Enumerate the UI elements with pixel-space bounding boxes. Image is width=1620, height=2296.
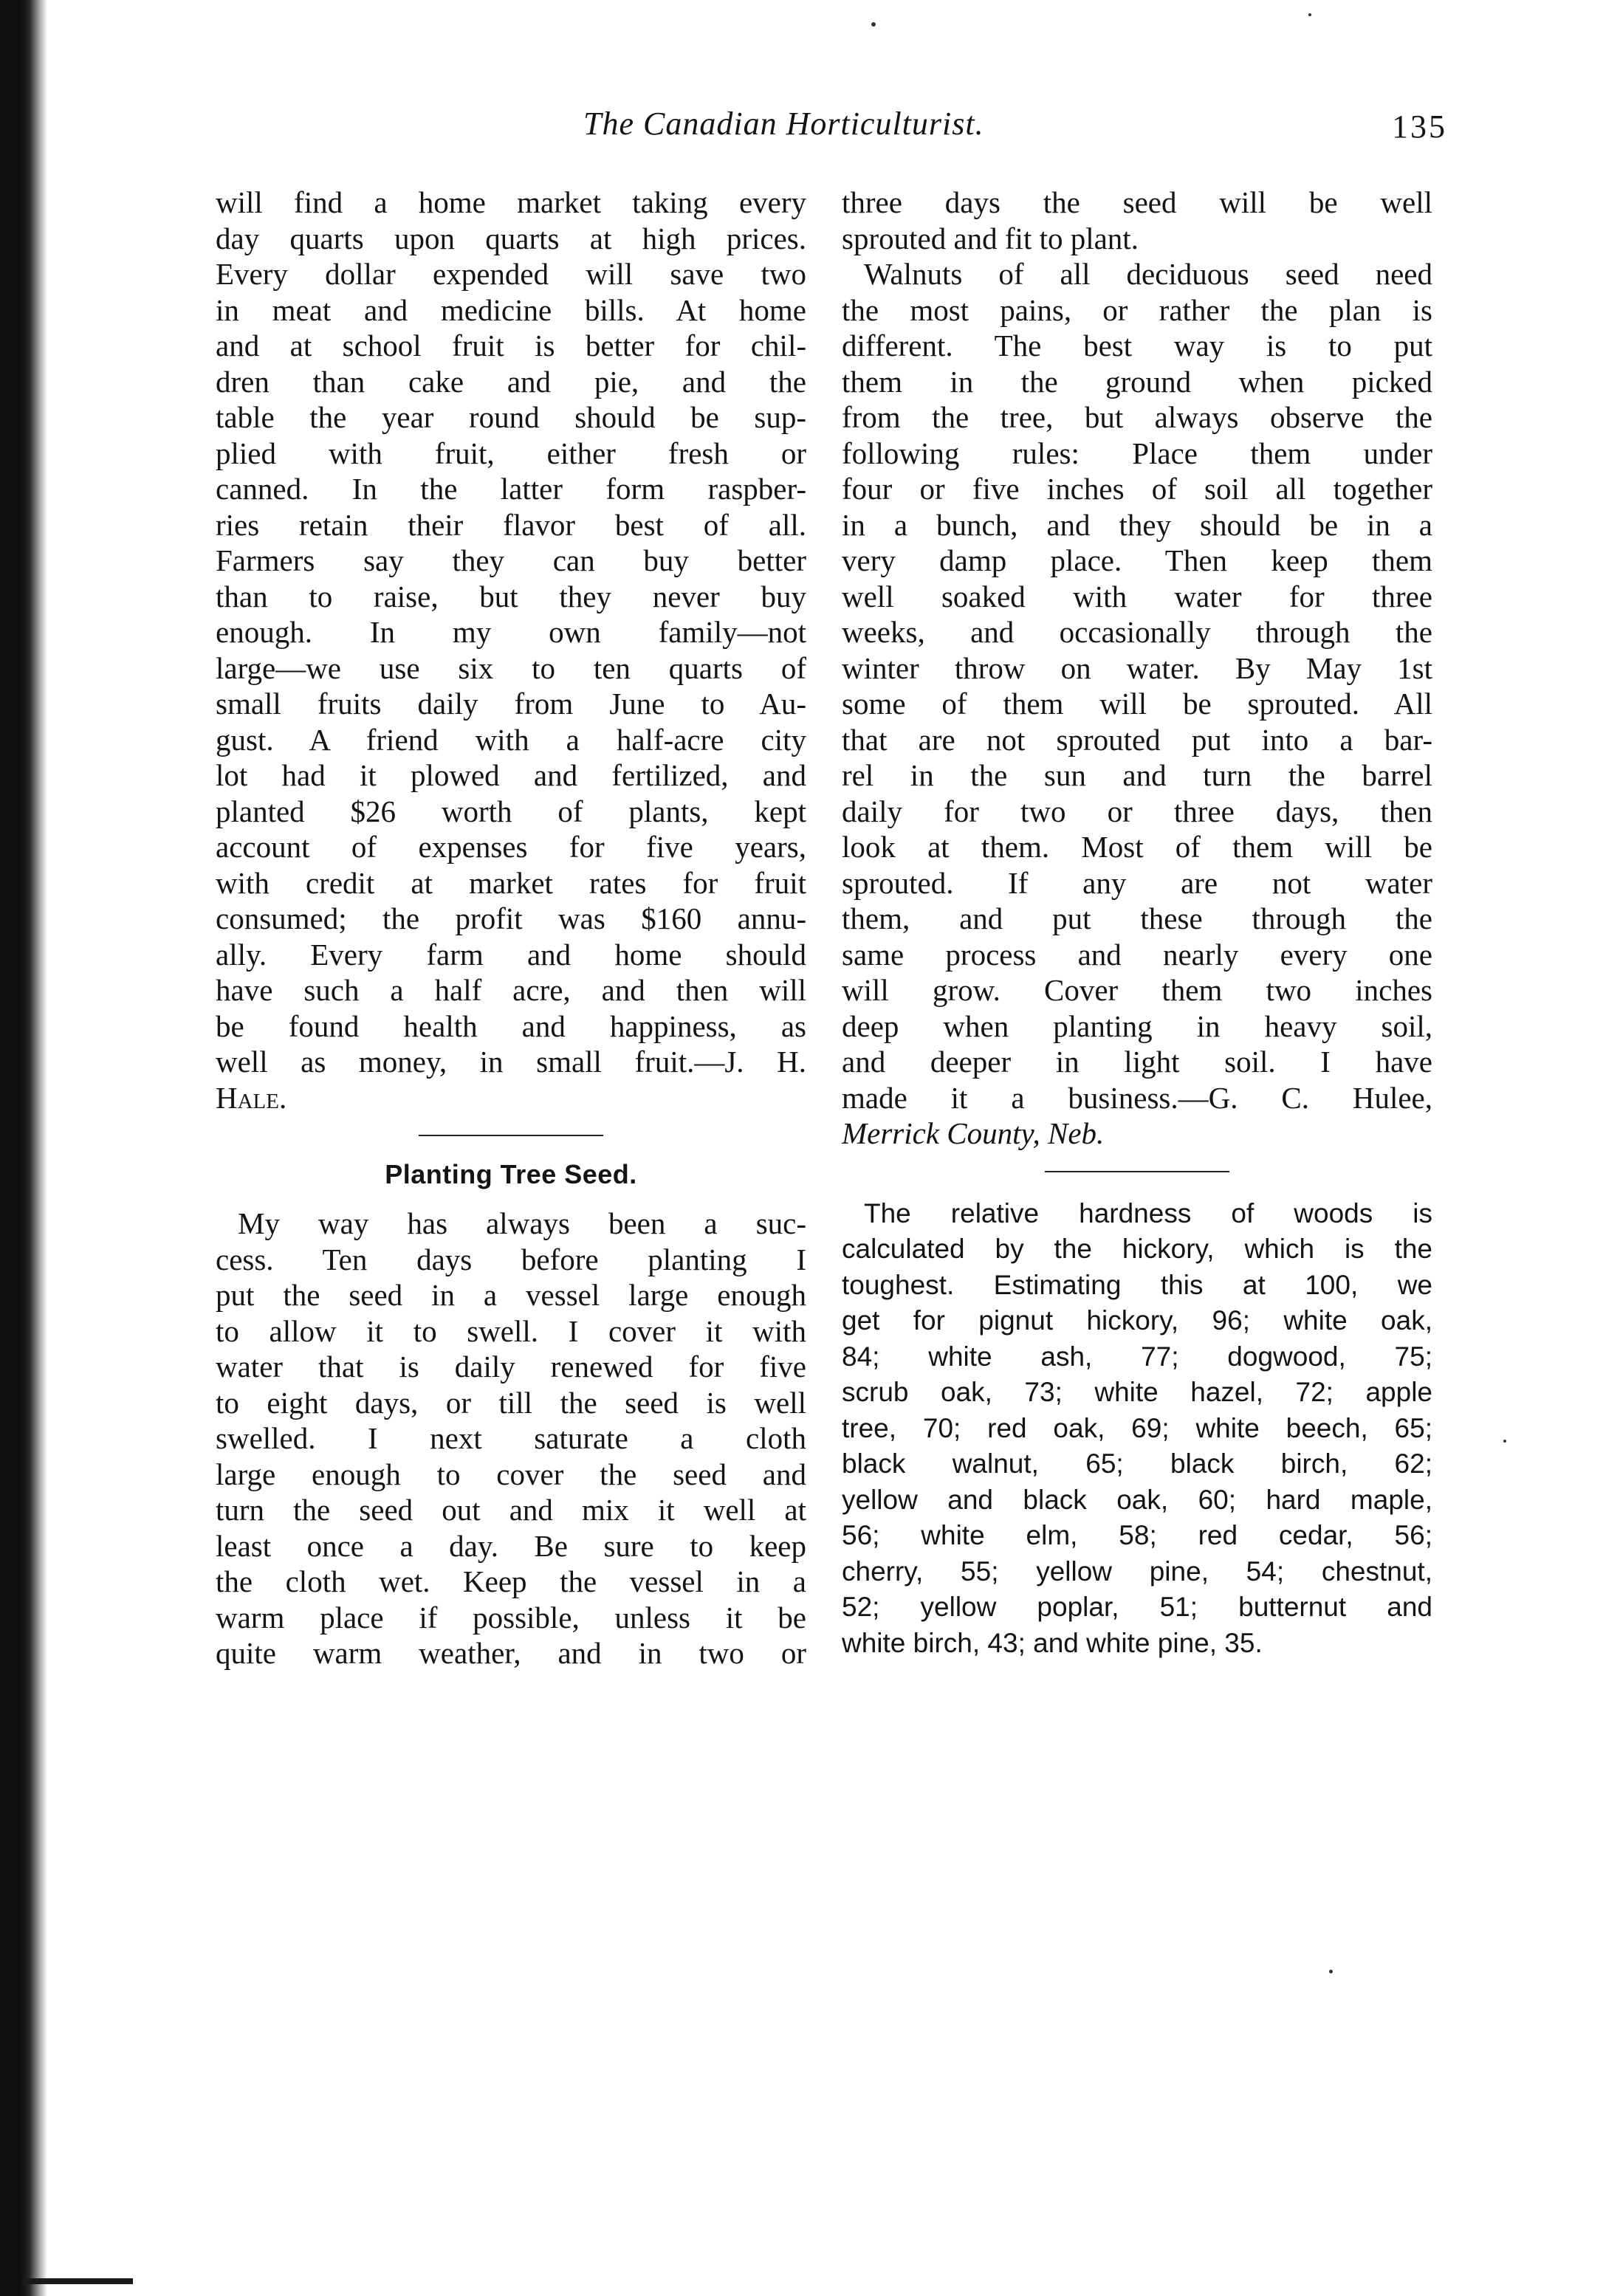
text-line: put the seed in a vessel large enough <box>216 1278 806 1312</box>
text-line: lot had it plowed and fertilized, and <box>216 758 806 792</box>
text-line: them, and put these through the <box>842 901 1432 935</box>
text-line: calculated by the hickory, which is the <box>842 1234 1432 1264</box>
text-line: have such a half acre, and then will <box>216 973 806 1007</box>
text-line: than to raise, but they never buy <box>216 579 806 613</box>
paragraph-wood-hardness <box>842 1196 1432 1662</box>
text-line: to eight days, or till the seed is well <box>216 1385 806 1420</box>
text-line: ries retain their flavor best of all. <box>216 507 806 542</box>
left-column <box>216 185 806 1671</box>
page-number: 135 <box>1392 109 1447 145</box>
text-line: The relative hardness of woods is <box>864 1197 1432 1228</box>
text-line: plied with fruit, either fresh or <box>216 436 806 470</box>
text-line: consumed; the profit was $160 annu- <box>216 901 806 935</box>
text-line: the cloth wet. Keep the vessel in a <box>216 1564 806 1598</box>
text-line: from the tree, but always observe the <box>842 400 1432 434</box>
text-line: well as money, in small fruit.—J. H. <box>216 1045 806 1079</box>
text-line: winter throw on water. By May 1st <box>842 650 1432 685</box>
text-line: look at them. Most of them will be <box>842 830 1432 864</box>
text-line: made it a business.—G. C. Hulee, <box>842 1080 1432 1115</box>
text-line: enough. In my own family—not <box>216 615 806 649</box>
text-line: 56; white elm, 58; red cedar, 56; <box>842 1520 1432 1550</box>
text-line: deep when planting in heavy soil, <box>842 1008 1432 1043</box>
text-line: 84; white ash, 77; dogwood, 75; <box>842 1341 1432 1372</box>
scan-speck <box>1329 1970 1333 1973</box>
text-line: cherry, 55; yellow pine, 54; chestnut, <box>842 1556 1432 1587</box>
text-line: day quarts upon quarts at high prices. <box>216 221 806 255</box>
running-title: The Canadian Horticulturist. <box>583 106 984 142</box>
right-column <box>842 185 1432 1661</box>
text-line: table the year round should be sup- <box>216 400 806 434</box>
text-line: small fruits daily from June to Au- <box>216 687 806 721</box>
text-line: in meat and medicine bills. At home <box>216 292 806 327</box>
scan-speck <box>1503 1440 1506 1443</box>
text-line: daily for two or three days, then <box>842 794 1432 828</box>
text-line: white birch, 43; and white pine, 35. <box>842 1627 1263 1658</box>
text-line: be found health and happiness, as <box>216 1008 806 1043</box>
text-line: gust. A friend with a half-acre city <box>216 722 806 757</box>
text-line: following rules: Place them under <box>842 436 1432 470</box>
author-signature: Hale. <box>216 1080 287 1115</box>
text-line: them in the ground when picked <box>842 364 1432 399</box>
section-divider <box>1045 1171 1229 1172</box>
section-heading: Planting Tree Seed. <box>385 1159 637 1189</box>
text-line: scrub oak, 73; white hazel, 72; apple <box>842 1377 1432 1407</box>
text-line: sprouted. If any are not water <box>842 865 1432 900</box>
scan-binding-edge <box>0 0 47 2296</box>
scan-speck <box>1308 13 1311 16</box>
text-line: canned. In the latter form raspber- <box>216 472 806 506</box>
text-line: that are not sprouted put into a bar- <box>842 722 1432 757</box>
author-location: Merrick County, Neb. <box>842 1116 1105 1150</box>
scan-binding-foot <box>22 2278 133 2284</box>
text-line: cess. Ten days before planting I <box>216 1242 806 1276</box>
text-line: tree, 70; red oak, 69; white beech, 65; <box>842 1412 1432 1443</box>
text-line: to allow it to swell. I cover it with <box>216 1313 806 1348</box>
text-line: toughest. Estimating this at 100, we <box>842 1269 1432 1300</box>
text-line: will grow. Cover them two inches <box>842 973 1432 1007</box>
text-line: swelled. I next saturate a cloth <box>216 1421 806 1455</box>
section-divider <box>419 1135 603 1136</box>
text-line: three days the seed will be well <box>842 185 1432 219</box>
text-line: sprouted and fit to plant. <box>842 221 1139 255</box>
text-line: Every dollar expended will save two <box>216 257 806 291</box>
text-line: planted $26 worth of plants, kept <box>216 794 806 828</box>
text-line: weeks, and occasionally through the <box>842 615 1432 649</box>
text-line: least once a day. Be sure to keep <box>216 1528 806 1563</box>
text-line: large enough to cover the seed and <box>216 1457 806 1491</box>
text-line: 52; yellow poplar, 51; butternut and <box>842 1592 1432 1622</box>
text-line: account of expenses for five years, <box>216 830 806 864</box>
text-line: will find a home market taking every <box>216 185 806 219</box>
paragraph-planting-tree-seed <box>216 1206 806 1671</box>
text-line: warm place if possible, unless it be <box>216 1600 806 1635</box>
text-line: turn the seed out and mix it well at <box>216 1493 806 1527</box>
text-line: Walnuts of all deciduous seed need <box>864 257 1432 291</box>
text-line: dren than cake and pie, and the <box>216 364 806 399</box>
text-line: yellow and black oak, 60; hard maple, <box>842 1484 1432 1515</box>
text-line: some of them will be sprouted. All <box>842 687 1432 721</box>
text-line: well soaked with water for three <box>842 579 1432 613</box>
text-line: different. The best way is to put <box>842 329 1432 362</box>
paragraph-walnuts <box>842 185 1432 1152</box>
text-line: with credit at market rates for fruit <box>216 865 806 900</box>
page-header <box>207 105 1447 157</box>
text-line: four or five inches of soil all together <box>842 472 1432 506</box>
text-line: and deeper in light soil. I have <box>842 1045 1432 1079</box>
text-line: black walnut, 65; black birch, 62; <box>842 1448 1432 1479</box>
text-line: and at school fruit is better for chil- <box>216 329 806 362</box>
text-line: in a bunch, and they should be in a <box>842 507 1432 542</box>
text-line: large—we use six to ten quarts of <box>216 650 806 685</box>
spacer <box>842 1189 1432 1196</box>
scan-speck <box>871 22 876 27</box>
text-line: the most pains, or rather the plan is <box>842 292 1432 327</box>
text-line: Farmers say they can buy better <box>216 543 806 577</box>
paragraph-small-fruit <box>216 185 806 1116</box>
text-line: get for pignut hickory, 96; white oak, <box>842 1305 1432 1336</box>
text-line: very damp place. Then keep them <box>842 543 1432 577</box>
text-line: same process and nearly every one <box>842 937 1432 972</box>
text-line: quite warm weather, and in two or <box>216 1636 806 1670</box>
text-line: water that is daily renewed for five <box>216 1350 806 1384</box>
text-line: My way has always been a suc- <box>238 1206 806 1240</box>
text-line: ally. Every farm and home should <box>216 937 806 972</box>
text-line: rel in the sun and turn the barrel <box>842 758 1432 792</box>
